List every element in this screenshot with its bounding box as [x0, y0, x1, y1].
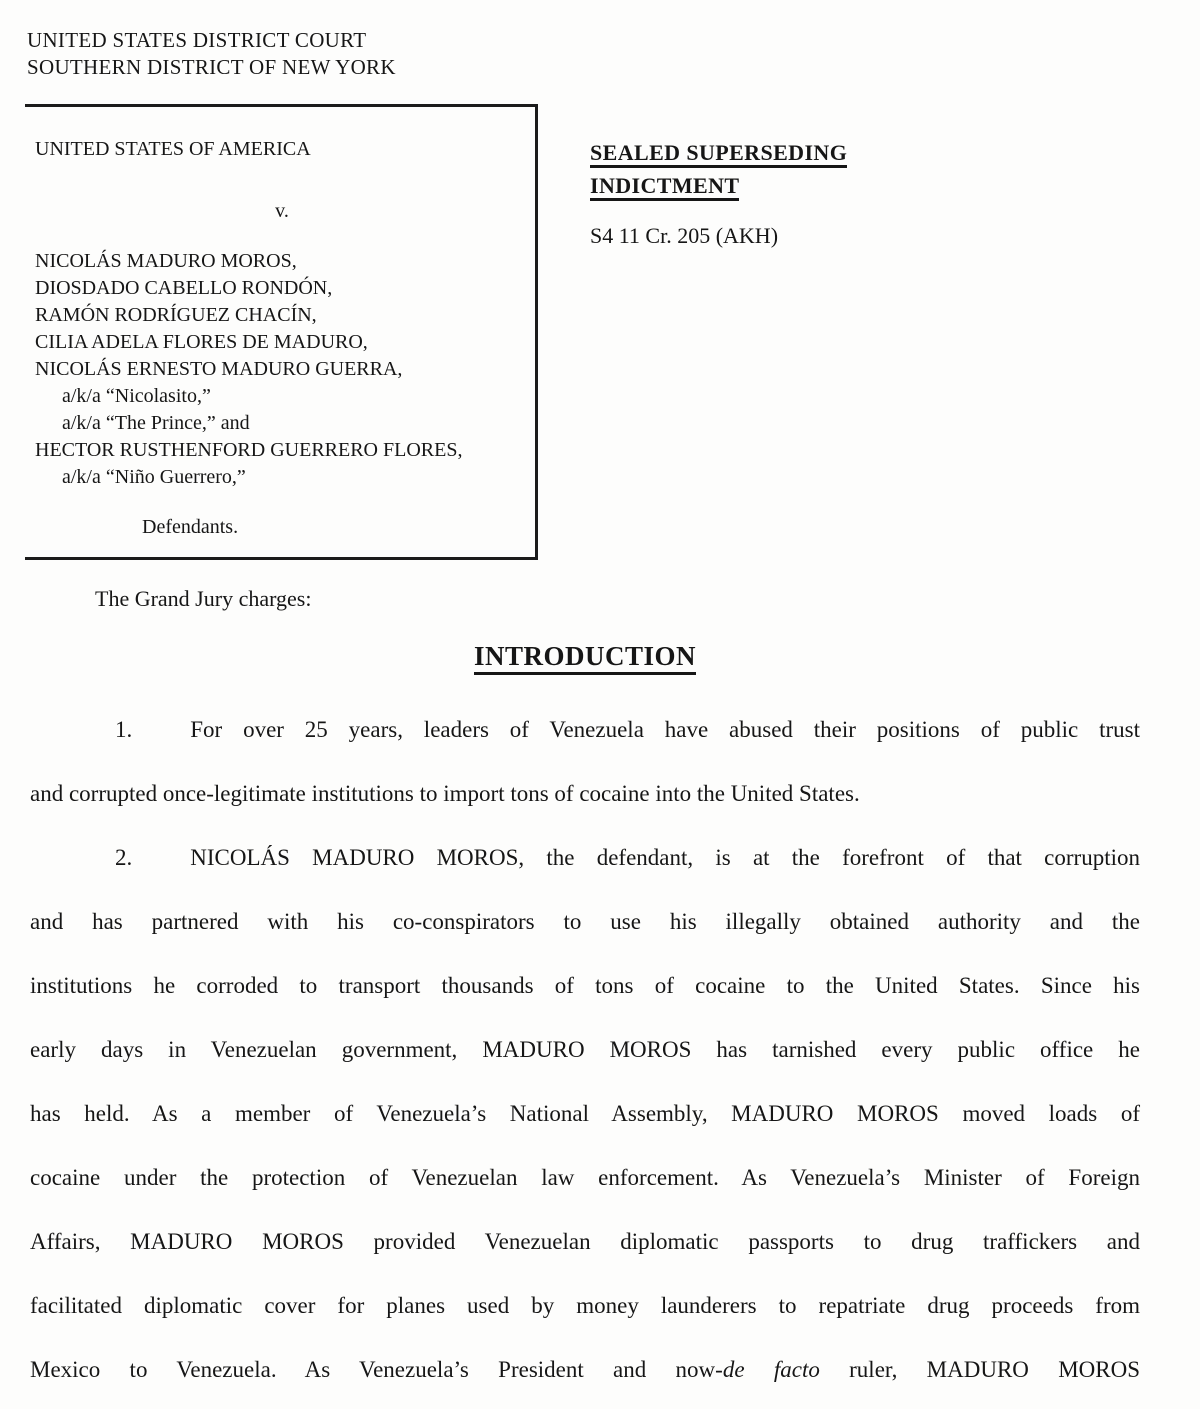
paragraph-text: Mexico to Venezuela. As Venezuela’s President and now- — [30, 1357, 723, 1382]
document-title-line-2: INDICTMENT — [590, 169, 1030, 202]
grand-jury-charges-line: The Grand Jury charges: — [95, 586, 312, 611]
defendant-list — [35, 248, 529, 491]
paragraph-2-line-3: institutions he corroded to transport thousands of tons of cocaine to the United States. Since his — [30, 973, 1140, 998]
paragraph-2-line-1 — [30, 826, 1140, 890]
defendant-name: NICOLÁS ERNESTO MADURO GUERRA, — [35, 358, 403, 380]
paragraph-text: For over 25 years, leaders of Venezuela have abused their positions of public trust — [190, 717, 1140, 742]
paragraph-2-line-8: facilitated diplomatic cover for planes used by money launderers to repatriate drug proceeds from — [30, 1293, 1140, 1318]
title-block — [590, 136, 1030, 252]
paragraph-2-line-5: has held. As a member of Venezuela’s National Assembly, MADURO MOROS moved loads of — [30, 1101, 1140, 1126]
court-name: UNITED STATES DISTRICT COURT — [27, 28, 367, 52]
defendant-name: NICOLÁS MADURO MOROS, — [35, 250, 297, 272]
document-title-line-1: SEALED SUPERSEDING — [590, 136, 1030, 169]
plaintiff-name: UNITED STATES OF AMERICA — [35, 138, 311, 160]
district-name: SOUTHERN DISTRICT OF NEW YORK — [27, 55, 396, 79]
defendants-label: Defendants. — [142, 516, 239, 538]
paragraph-number: 2. — [115, 845, 133, 870]
case-caption-box — [25, 104, 538, 560]
defendant-name: CILIA ADELA FLORES DE MADURO, — [35, 331, 368, 353]
paragraph-2-line-7: Affairs, MADURO MOROS provided Venezuelan diplomatic passports to drug traffickers and — [30, 1229, 1140, 1254]
paragraph-2-line-9 — [30, 1338, 1140, 1402]
versus-label: v. — [275, 200, 289, 222]
italic-phrase: de facto — [722, 1357, 820, 1382]
paragraph-2-line-4: early days in Venezuelan government, MADURO MOROS has tarnished every public office he — [30, 1037, 1140, 1062]
defendant-name: RAMÓN RODRÍGUEZ CHACÍN, — [35, 304, 317, 326]
paragraph-text: ruler, MADURO MOROS — [819, 1357, 1141, 1382]
alias-line: a/k/a “Niño Guerrero,” — [62, 466, 246, 488]
body-text — [30, 698, 1140, 1402]
court-header — [27, 27, 396, 81]
defendant-name: DIOSDADO CABELLO RONDÓN, — [35, 277, 333, 299]
paragraph-1-line-2: and corrupted once-legitimate institutions to import tons of cocaine into the United States. — [30, 781, 860, 806]
case-number: S4 11 Cr. 205 (AKH) — [590, 223, 779, 248]
paragraph-number: 1. — [115, 717, 133, 742]
defendant-name: HECTOR RUSTHENFORD GUERRERO FLORES, — [35, 439, 463, 461]
paragraph-text: NICOLÁS MADURO MOROS, the defendant, is at the forefront of that corruption — [190, 845, 1140, 870]
paragraph-1-line-1 — [30, 698, 1140, 762]
paragraph-2-line-2: and has partnered with his co-conspirators to use his illegally obtained authority and the — [30, 909, 1140, 934]
introduction-heading: INTRODUCTION — [30, 641, 1140, 672]
alias-line: a/k/a “The Prince,” and — [62, 412, 250, 434]
paragraph-2-line-6: cocaine under the protection of Venezuelan law enforcement. As Venezuela’s Minister of Foreign — [30, 1165, 1140, 1190]
alias-line: a/k/a “Nicolasito,” — [62, 385, 211, 407]
